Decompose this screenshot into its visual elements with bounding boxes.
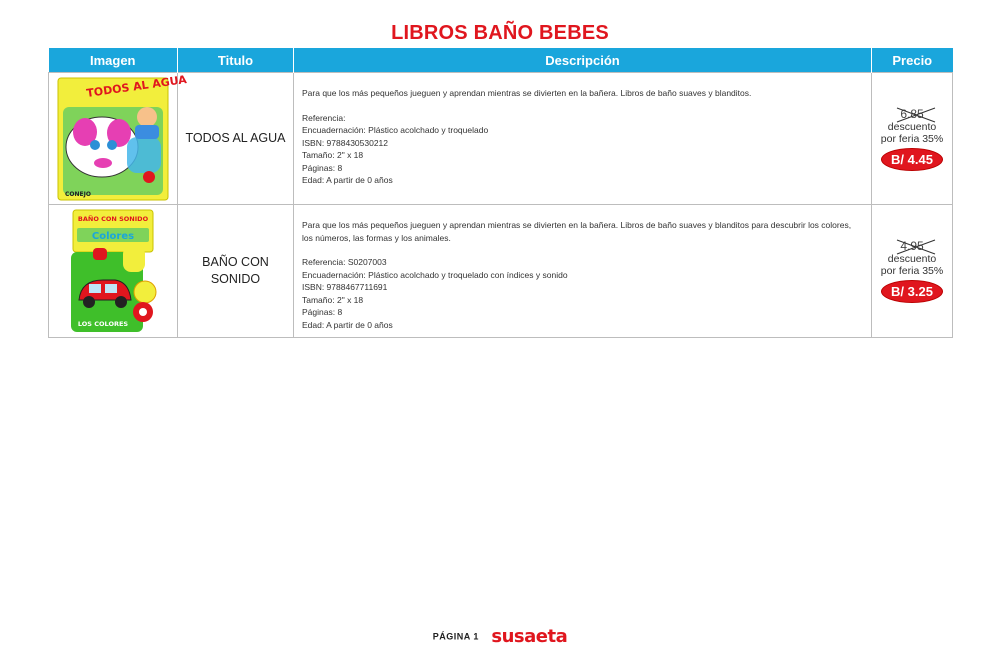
description-isbn: ISBN: 9788467711691 <box>302 282 388 292</box>
title-cell <box>178 205 294 338</box>
page-footer <box>0 626 1000 647</box>
cover-bottom-text: LOS COLORES <box>77 320 129 328</box>
discount-label: descuento <box>887 120 937 133</box>
table-header-row <box>49 48 953 73</box>
sale-price-badge: B/ 3.25 <box>881 280 943 303</box>
description-pages: Páginas: 8 <box>302 307 343 317</box>
image-cell <box>49 205 178 338</box>
strikethrough-icon <box>894 237 938 257</box>
description-size: Tamaño: 2" x 18 <box>302 150 364 160</box>
table-row <box>49 205 953 338</box>
product-table <box>48 48 953 338</box>
description-reference: Referencia: <box>302 112 346 123</box>
cover-title-text: TODOS AL AGUA <box>85 72 188 100</box>
price-cell <box>872 205 953 338</box>
discount-label: descuento <box>887 253 937 265</box>
brand-logo: susaeta <box>491 626 568 647</box>
description-pages: Páginas: 8 <box>302 162 343 173</box>
book-cover-image <box>57 72 188 201</box>
description-size: Tamaño: 2" x 18 <box>302 294 364 305</box>
column-header-description: Descripción <box>294 48 872 73</box>
discount-percent: por feria 35% <box>880 132 944 145</box>
title-cell <box>178 73 294 205</box>
description-binding: Encuadernación: Plástico acolchado y troquelado con índices y sonido <box>302 269 568 280</box>
description-cell <box>294 73 872 205</box>
description-intro: Para que los más pequeños jueguen y aprendan mientras se divierten en la bañera. Libros de baño suaves y blanditos. <box>302 88 752 98</box>
cover-title-text: BAÑO CON SONIDO <box>77 215 149 223</box>
cover-subtitle-text: CONEJO <box>65 190 91 198</box>
discount-percent: por feria 35% <box>880 265 944 277</box>
sale-price-badge: B/ 4.45 <box>881 148 943 171</box>
old-price-value: 6.85 <box>900 106 924 121</box>
page-title: LIBROS BAÑO BEBES <box>391 22 609 44</box>
book-cover-image <box>63 208 163 334</box>
price-cell <box>872 73 953 205</box>
table-row <box>49 73 953 205</box>
column-header-title: Titulo <box>178 48 294 73</box>
column-header-image: Imagen <box>49 48 178 73</box>
description-reference: Referencia: S0207003 <box>302 257 387 267</box>
image-cell <box>49 72 188 205</box>
description-cell <box>294 205 872 338</box>
description-intro: Para que los más pequeños jueguen y aprendan mientras se divierten en la bañera. Libros de baño suaves y blanditos para descubrir los colores, los números, las formas y los animales. <box>302 220 852 243</box>
description-isbn: ISBN: 9788430530212 <box>302 137 389 148</box>
column-header-price: Precio <box>872 48 953 73</box>
description-age: Edad: A partir de 0 años <box>302 319 393 330</box>
strikethrough-icon <box>894 105 938 125</box>
description-binding: Encuadernación: Plástico acolchado y troquelado <box>302 125 489 135</box>
old-price-value: 4.95 <box>900 239 924 253</box>
book-title: TODOS AL AGUA <box>185 131 286 145</box>
page-number: PÁGINA 1 <box>432 631 479 642</box>
old-price <box>894 239 929 253</box>
old-price <box>894 107 929 121</box>
cover-subtitle-text: Colores <box>91 231 135 242</box>
book-title: BAÑO CON SONIDO <box>202 255 269 286</box>
description-age: Edad: A partir de 0 años <box>302 175 393 185</box>
